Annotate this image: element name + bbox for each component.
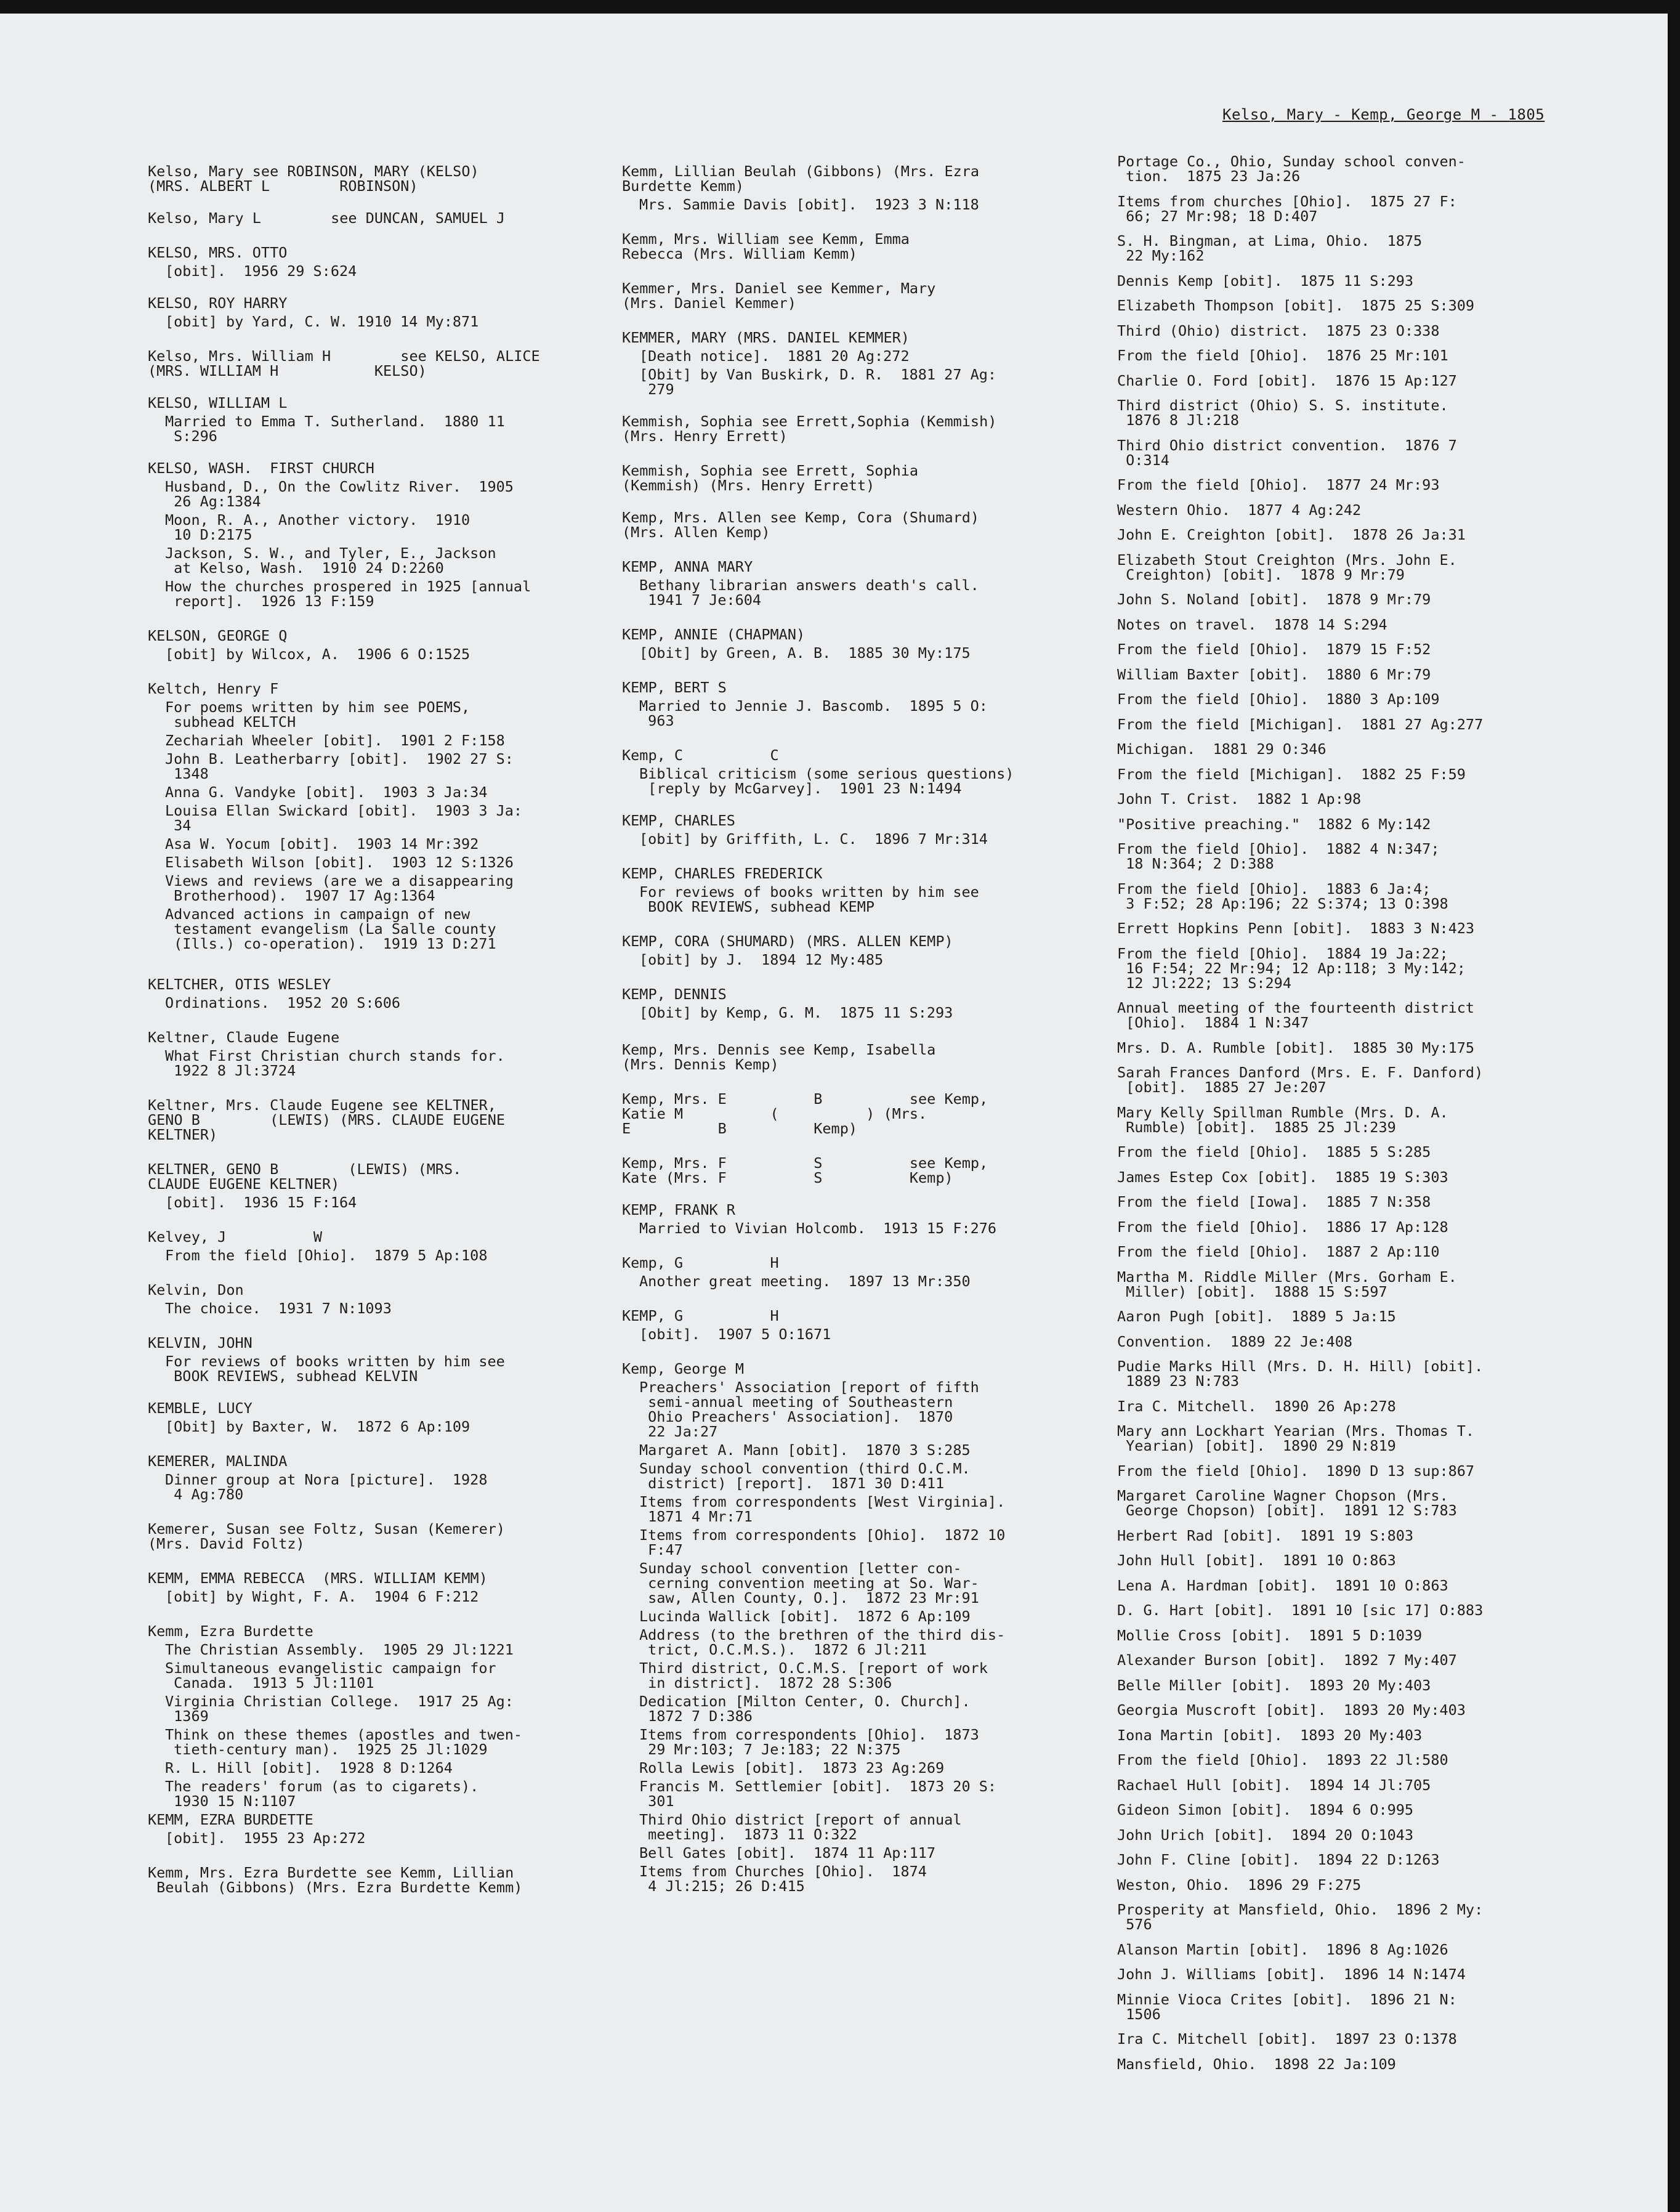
index-entry [148,1571,597,1604]
citation-line: Mary Kelly Spillman Rumble (Mrs. D. A. Rumble) [obit]. 1885 25 Jl:239 [1117,1103,1448,1136]
entry-heading: KELTNER, GENO B (LEWIS) (MRS. CLAUDE EUGENE KELTNER) [148,1161,462,1193]
entry-citation: Moon, R. A., Another victory. 1910 10 D:2175 [165,511,470,543]
right-border [1668,0,1680,2212]
entry-heading: Kelso, Mary see ROBINSON, MARY (KELSO) (MRS. ALBERT L ROBINSON) [148,163,479,195]
citation-line: From the field [Ohio]. 1877 24 Mr:93 [1117,476,1440,493]
entry-citation: Anna G. Vandyke [obit]. 1903 3 Ja:34 [165,784,488,801]
entry-heading: KEMP, DENNIS [622,986,727,1003]
entry-heading: Kemp, Mrs. F S see Kemp, Kate (Mrs. F S Kemp) [622,1154,988,1186]
citation-line: John F. Cline [obit]. 1894 22 D:1263 [1117,1851,1440,1868]
entry-heading: Kemp, C C [622,747,779,764]
index-entry [148,628,597,662]
entry-heading: KELTCHER, OTIS WESLEY [148,976,331,993]
citation-line: From the field [Ohio]. 1884 19 Ja:22; 16 F:54; 22 Mr:94; 12 Ap:118; 3 My:142; 12 Jl:222; 13 S:294 [1117,944,1466,992]
index-entry [622,680,1090,728]
index-entry [148,977,597,1010]
index-entry [622,1092,1090,1136]
entry-citation: [obit] by Griffith, L. C. 1896 7 Mr:314 [639,830,988,848]
entry-citation: [obit] by Yard, C. W. 1910 14 My:871 [165,313,479,330]
entry-citation: Dinner group at Nora [picture]. 1928 4 Ag:780 [165,1471,488,1503]
citation-line: Elizabeth Stout Creighton (Mrs. John E. Creighton) [obit]. 1878 9 Mr:79 [1117,551,1457,583]
citation-line: Ira C. Mitchell. 1890 26 Ap:278 [1117,1397,1396,1415]
entry-heading: Kemmer, Mrs. Daniel see Kemmer, Mary (Mrs. Daniel Kemmer) [622,280,936,312]
entry-heading: Kemp, Mrs. Allen see Kemp, Cora (Shumard) (Mrs. Allen Kemp) [622,509,980,541]
entry-citation: Think on these themes (apostles and twen- tieth-century man). 1925 25 Jl:1029 [165,1726,523,1758]
entry-citation: Bethany librarian answers death's call. 1941 7 Je:604 [639,577,979,609]
citation-line: Georgia Muscroft [obit]. 1893 20 My:403 [1117,1701,1466,1719]
index-entry [622,1361,1090,1894]
entry-citation: Address (to the brethren of the third dis- trict, O.C.M.S.). 1872 6 Jl:211 [639,1626,1006,1658]
entry-citation: [obit]. 1956 29 S:624 [165,262,357,280]
entry-heading: KELVIN, JOHN [148,1334,252,1351]
citation-line: John Hull [obit]. 1891 10 O:863 [1117,1552,1396,1569]
entry-citation: How the churches prospered in 1925 [annual report]. 1926 13 F:159 [165,578,531,610]
index-entry [622,1202,1090,1236]
entry-citation: Third district, O.C.M.S. [report of work in district]. 1872 28 S:306 [639,1659,988,1691]
citation-line: From the field [Ohio]. 1876 25 Mr:101 [1117,347,1448,364]
citation-line: Minnie Vioca Crites [obit]. 1896 21 N: 1506 [1117,1990,1457,2023]
entry-heading: KELSON, GEORGE Q [148,627,288,644]
entry-citation: Sunday school convention [letter con- cerning convention meeting at So. War- saw, Allen County, O.]. 1872 23 Mr:91 [639,1560,979,1606]
entry-citation: Rolla Lewis [obit]. 1873 23 Ag:269 [639,1759,945,1776]
citation-line: D. G. Hart [obit]. 1891 10 [sic 17] O:883 [1117,1602,1484,1619]
index-entry [622,748,1090,796]
entry-heading: KEMP, CHARLES [622,812,735,829]
citation-line: From the field [Ohio]. 1882 4 N:347; 18 N:364; 2 D:388 [1117,840,1440,872]
citation-line: Mansfield, Ohio. 1898 22 Ja:109 [1117,2055,1396,2073]
entry-citation: [Obit] by Baxter, W. 1872 6 Ap:109 [165,1418,470,1435]
citation-line: Elizabeth Thompson [obit]. 1875 25 S:309 [1117,297,1475,314]
citation-line: Gideon Simon [obit]. 1894 6 O:995 [1117,1801,1414,1818]
citation-line: Belle Miller [obit]. 1893 20 My:403 [1117,1676,1431,1694]
entry-citation: Biblical criticism (some serious questions) [reply by McGarvey]. 1901 23 N:1494 [639,765,1014,797]
citation-line: Mrs. D. A. Rumble [obit]. 1885 30 My:175 [1117,1039,1475,1056]
entry-heading: Kelvey, J W [148,1228,322,1246]
citation-line: From the field [Ohio]. 1879 15 F:52 [1117,641,1431,658]
citation-line: S. H. Bingman, at Lima, Ohio. 1875 22 My:162 [1117,232,1423,264]
entry-citation: [obit]. 1955 23 Ap:272 [165,1829,366,1847]
index-entry [622,1308,1090,1342]
entry-heading: Kemp, Mrs. Dennis see Kemp, Isabella (Mrs. Dennis Kemp) [622,1041,936,1073]
entry-citation: Husband, D., On the Cowlitz River. 1905 26 Ag:1384 [165,478,514,510]
index-entry [148,1282,597,1316]
entry-citation: Sunday school convention (third O.C.M. district) [report]. 1871 30 D:411 [639,1460,971,1492]
index-entry [622,813,1090,846]
entry-heading: KEMBLE, LUCY [148,1400,252,1417]
citation-line: From the field [Ohio]. 1886 17 Ap:128 [1117,1218,1448,1236]
entry-heading: Kemm, Ezra Burdette [148,1623,313,1640]
citation-line: Lena A. Hardman [obit]. 1891 10 O:863 [1117,1576,1448,1594]
entry-citation: Zechariah Wheeler [obit]. 1901 2 F:158 [165,732,505,749]
entry-citation: [Obit] by Green, A. B. 1885 30 My:175 [639,644,971,662]
index-entry [622,414,1090,444]
entry-heading: Kemm, Lillian Beulah (Gibbons) (Mrs. Ezra Burdette Kemm) [622,163,980,195]
citation-line: Mollie Cross [obit]. 1891 5 D:1039 [1117,1626,1423,1644]
index-entry [148,461,597,609]
top-border [0,0,1680,14]
entry-citation: Louisa Ellan Swickard [obit]. 1903 3 Ja: 34 [165,802,523,834]
entry-citation: Dedication [Milton Center, O. Church]. 1872 7 D:386 [639,1693,971,1725]
entry-heading: Kelso, Mrs. William H see KELSO, ALICE (MRS. WILLIAM H KELSO) [148,347,540,379]
citation-line: Alexander Burson [obit]. 1892 7 My:407 [1117,1651,1457,1669]
index-entry [148,1624,597,1809]
citation-line: Charlie O. Ford [obit]. 1876 15 Ap:127 [1117,371,1457,389]
index-entry [148,296,597,329]
entry-citation: [Death notice]. 1881 20 Ag:272 [639,347,910,365]
entry-heading: KEMP, CHARLES FREDERICK [622,865,823,882]
index-entry [148,681,597,951]
entry-heading: KEMM, EMMA REBECCA (MRS. WILLIAM KEMM) [148,1570,488,1587]
citation-line: From the field [Ohio]. 1890 D 13 sup:867 [1117,1462,1475,1480]
entry-citation: [obit]. 1936 15 F:164 [165,1194,357,1211]
citation-line: Michigan. 1881 29 O:346 [1117,740,1327,758]
citation-line: From the field [Ohio]. 1887 2 Ap:110 [1117,1243,1440,1260]
entry-citation: Asa W. Yocum [obit]. 1903 14 Mr:392 [165,835,479,853]
entry-citation: Items from Churches [Ohio]. 1874 4 Jl:215; 26 D:415 [639,1863,927,1895]
citation-line: Sarah Frances Danford (Mrs. E. F. Danford) [obit]. 1885 27 Je:207 [1117,1064,1484,1096]
entry-citation: Elisabeth Wilson [obit]. 1903 12 S:1326 [165,854,514,871]
entry-citation: John B. Leatherbarry [obit]. 1902 27 S: 1348 [165,750,514,782]
citation-line: From the field [Michigan]. 1882 25 F:59 [1117,765,1466,783]
index-entry [148,1454,597,1502]
index-entry [622,1255,1090,1289]
citation-line: James Estep Cox [obit]. 1885 19 S:303 [1117,1168,1448,1186]
entry-citation: Simultaneous evangelistic campaign for Canada. 1913 5 Jl:1101 [165,1659,496,1691]
citation-line: Portage Co., Ohio, Sunday school conven- tion. 1875 23 Ja:26 [1117,153,1466,185]
index-entry [622,559,1090,607]
entry-heading: Kemmish, Sophia see Errett,Sophia (Kemmish) (Mrs. Henry Errett) [622,413,997,445]
index-entry [148,1230,597,1263]
entry-heading: KEMP, BERT S [622,679,727,696]
citation-line: John S. Noland [obit]. 1878 9 Mr:79 [1117,591,1431,608]
citation-line: Ira C. Mitchell [obit]. 1897 23 O:1378 [1117,2030,1457,2048]
index-column-3 [1096,154,1540,2081]
index-entry [148,211,597,225]
citation-line: Prosperity at Mansfield, Ohio. 1896 2 My: 576 [1117,1901,1484,1933]
entry-citation: [obit] by Wight, F. A. 1904 6 F:212 [165,1588,479,1605]
citation-line: Mary ann Lockhart Yearian (Mrs. Thomas T. Yearian) [obit]. 1890 29 N:819 [1117,1422,1475,1454]
entry-citation: For poems written by him see POEMS, subhead KELTCH [165,699,470,731]
entry-citation: The choice. 1931 7 N:1093 [165,1300,392,1317]
entry-heading: KELSO, WILLIAM L [148,394,288,411]
entry-heading: KEMP, G H [622,1307,779,1324]
citation-line: "Positive preaching." 1882 6 My:142 [1117,815,1431,833]
entry-citation: For reviews of books written by him see BOOK REVIEWS, subhead KELVIN [165,1353,505,1385]
index-entry [622,281,1090,310]
entry-citation: Ordinations. 1952 20 S:606 [165,994,401,1011]
citation-line: Rachael Hull [obit]. 1894 14 Jl:705 [1117,1776,1431,1794]
entry-citation: [obit] by Wilcox, A. 1906 6 O:1525 [165,646,470,663]
citation-line: Errett Hopkins Penn [obit]. 1883 3 N:423 [1117,920,1475,937]
citation-line: Third district (Ohio) S. S. institute. 1876 8 Jl:218 [1117,397,1448,429]
entry-heading: Kelvin, Don [148,1281,244,1298]
entry-heading: Kemmish, Sophia see Errett, Sophia (Kemmish) (Mrs. Henry Errett) [622,462,919,494]
index-entry [148,245,597,278]
entry-citation: Items from correspondents [Ohio]. 1873 29 Mr:103; 7 Je:183; 22 N:375 [639,1726,979,1758]
entry-heading: Kelso, Mary L see DUNCAN, SAMUEL J [148,209,506,227]
citation-line: Dennis Kemp [obit]. 1875 11 S:293 [1117,272,1414,290]
citation-line: Aaron Pugh [obit]. 1889 5 Ja:15 [1117,1308,1396,1325]
index-entry [622,463,1090,493]
index-column-2 [622,164,1090,1894]
citation-line: From the field [Ohio]. 1885 5 S:285 [1117,1143,1431,1161]
index-entry [148,1865,597,1895]
citation-line: Martha M. Riddle Miller (Mrs. Gorham E. Miller) [obit]. 1888 15 S:597 [1117,1268,1457,1300]
entry-citation: [obit] by J. 1894 12 My:485 [639,951,884,968]
entry-citation: Third Ohio district [report of annual meeting]. 1873 11 O:322 [639,1811,962,1843]
index-entry [622,330,1090,397]
citation-line: John T. Crist. 1882 1 Ap:98 [1117,790,1362,808]
entry-heading: Kemp, G H [622,1254,779,1271]
citation-line: From the field [Ohio]. 1893 22 Jl:580 [1117,1751,1448,1768]
entry-citation: Married to Vivian Holcomb. 1913 15 F:276 [639,1220,997,1237]
index-entry [622,866,1090,914]
entry-heading: Keltner, Claude Eugene [148,1029,340,1046]
entry-heading: KEMP, ANNIE (CHAPMAN) [622,626,806,643]
index-entry [148,1521,597,1551]
citation-line: From the field [Ohio]. 1883 6 Ja:4; 3 F:52; 28 Ap:196; 22 S:374; 13 O:398 [1117,880,1448,912]
index-entry [622,1042,1090,1072]
entry-citation: R. L. Hill [obit]. 1928 8 D:1264 [165,1759,453,1776]
index-entry [148,1812,597,1845]
entry-citation: For reviews of books written by him see BOOK REVIEWS, subhead KEMP [639,883,979,915]
citation-line: William Baxter [obit]. 1880 6 Mr:79 [1117,665,1431,683]
entry-heading: Kemerer, Susan see Foltz, Susan (Kemerer) (Mrs. David Foltz) [148,1520,506,1552]
entry-citation: [Obit] by Kemp, G. M. 1875 11 S:293 [639,1004,953,1021]
entry-citation: Views and reviews (are we a disappearing Brotherhood). 1907 17 Ag:1364 [165,872,514,904]
entry-citation: Items from correspondents [Ohio]. 1872 10 F:47 [639,1526,1006,1558]
entry-citation: [obit]. 1907 5 O:1671 [639,1326,831,1343]
citation-line: Iona Martin [obit]. 1893 20 My:403 [1117,1726,1423,1744]
entry-citation: Preachers' Association [report of fifth semi-annual meeting of Southeastern Ohio Preachers' Association]. 1870 22 Ja:27 [639,1379,979,1440]
entry-heading: KEMP, CORA (SHUMARD) (MRS. ALLEN KEMP) [622,933,953,950]
index-entry [148,164,597,193]
entry-heading: Kemp, Mrs. E B see Kemp, Katie M ( ) (Mrs. E B Kemp) [622,1090,988,1137]
entry-citation: Married to Emma T. Sutherland. 1880 11 S:296 [165,413,505,445]
entry-heading: KEMERER, MALINDA [148,1452,288,1470]
index-entry [148,1098,597,1142]
citation-line: Items from churches [Ohio]. 1875 27 F: 66; 27 Mr:98; 18 D:407 [1117,192,1457,225]
page-header: Kelso, Mary - Kemp, George M - 1805 [1222,106,1545,123]
citation-line: John J. Williams [obit]. 1896 14 N:1474 [1117,1966,1466,1983]
citation-line: Third Ohio district convention. 1876 7 O:314 [1117,436,1457,469]
citation-line: Alanson Martin [obit]. 1896 8 Ag:1026 [1117,1940,1448,1958]
citation-line: From the field [Ohio]. 1880 3 Ap:109 [1117,691,1440,708]
entry-citation: Francis M. Settlemier [obit]. 1873 20 S: 301 [639,1778,997,1810]
entry-citation: Mrs. Sammie Davis [obit]. 1923 3 N:118 [639,196,979,213]
citation-line: Pudie Marks Hill (Mrs. D. H. Hill) [obit]. 1889 23 N:783 [1117,1358,1484,1390]
entry-heading: KEMM, EZRA BURDETTE [148,1811,313,1828]
index-column-1 [148,164,597,1895]
citation-line: Margaret Caroline Wagner Chopson (Mrs. George Chopson) [obit]. 1891 12 S:783 [1117,1487,1457,1519]
citation-line: John E. Creighton [obit]. 1878 26 Ja:31 [1117,526,1466,543]
citation-line: From the field [Michigan]. 1881 27 Ag:277 [1117,715,1484,733]
index-entry [622,164,1090,212]
entry-citation: Items from correspondents [West Virginia]. 1871 4 Mr:71 [639,1493,1006,1525]
entry-heading: KEMMER, MARY (MRS. DANIEL KEMMER) [622,329,910,346]
entry-citation: Lucinda Wallick [obit]. 1872 6 Ap:109 [639,1608,971,1625]
entry-citation: Bell Gates [obit]. 1874 11 Ap:117 [639,1844,936,1862]
index-entry [148,395,597,444]
index-entry [622,510,1090,540]
entry-heading: Keltch, Henry F [148,680,279,697]
citation-line: From the field [Iowa]. 1885 7 N:358 [1117,1193,1431,1210]
index-entry [622,627,1090,660]
index-entry [148,349,597,378]
entry-heading: KELSO, MRS. OTTO [148,244,288,261]
entry-citation: Advanced actions in campaign of new testament evangelism (La Salle county (Ills.) co-operation). 1919 13 D:271 [165,905,496,952]
entry-citation: Another great meeting. 1897 13 Mr:350 [639,1273,971,1290]
entry-heading: KEMP, ANNA MARY [622,558,753,575]
entry-citation: [Obit] by Van Buskirk, D. R. 1881 27 Ag: 279 [639,366,997,398]
entry-heading: Kemm, Mrs. William see Kemm, Emma Rebecca (Mrs. William Kemm) [622,230,910,262]
entry-heading: Kemp, George M [622,1360,745,1377]
index-entry [148,1162,597,1210]
entry-heading: Kemm, Mrs. Ezra Burdette see Kemm, Lillian Beulah (Gibbons) (Mrs. Ezra Burdette Kemm) [148,1864,523,1896]
citation-line: Annual meeting of the fourteenth district [Ohio]. 1884 1 N:347 [1117,999,1475,1031]
citation-line: Western Ohio. 1877 4 Ag:242 [1117,501,1362,519]
entry-citation: Married to Jennie J. Bascomb. 1895 5 O: 963 [639,697,988,729]
index-entry [148,1335,597,1384]
index-entry [622,987,1090,1020]
entry-heading: Keltner, Mrs. Claude Eugene see KELTNER, GENO B (LEWIS) (MRS. CLAUDE EUGENE KELTNER) [148,1096,506,1143]
citation-line: Weston, Ohio. 1896 29 F:275 [1117,1876,1362,1894]
entry-citation: From the field [Ohio]. 1879 5 Ap:108 [165,1247,488,1264]
index-entry [622,934,1090,967]
citation-line: Third (Ohio) district. 1875 23 O:338 [1117,322,1440,339]
entry-citation: The readers' forum (as to cigarets). 1930 15 N:1107 [165,1778,479,1810]
entry-citation: Margaret A. Mann [obit]. 1870 3 S:285 [639,1441,971,1459]
citation-line: Convention. 1889 22 Je:408 [1117,1332,1353,1350]
index-entry [622,232,1090,261]
citation-line: Notes on travel. 1878 14 S:294 [1117,615,1387,633]
citation-line: Herbert Rad [obit]. 1891 19 S:803 [1117,1526,1414,1544]
entry-citation: What First Christian church stands for. 1922 8 Jl:3724 [165,1047,505,1079]
entry-heading: KELSO, WASH. FIRST CHURCH [148,460,374,477]
entry-citation: Virginia Christian College. 1917 25 Ag: 1369 [165,1693,514,1725]
index-entry [148,1030,597,1078]
index-entry [622,1156,1090,1185]
entry-heading: KEMP, FRANK R [622,1201,735,1218]
index-entry [148,1401,597,1434]
entry-heading: KELSO, ROY HARRY [148,294,288,312]
entry-citation: The Christian Assembly. 1905 29 Jl:1221 [165,1641,514,1658]
citation-line: John Urich [obit]. 1894 20 O:1043 [1117,1826,1414,1844]
entry-citation: Jackson, S. W., and Tyler, E., Jackson at Kelso, Wash. 1910 24 D:2260 [165,545,496,577]
